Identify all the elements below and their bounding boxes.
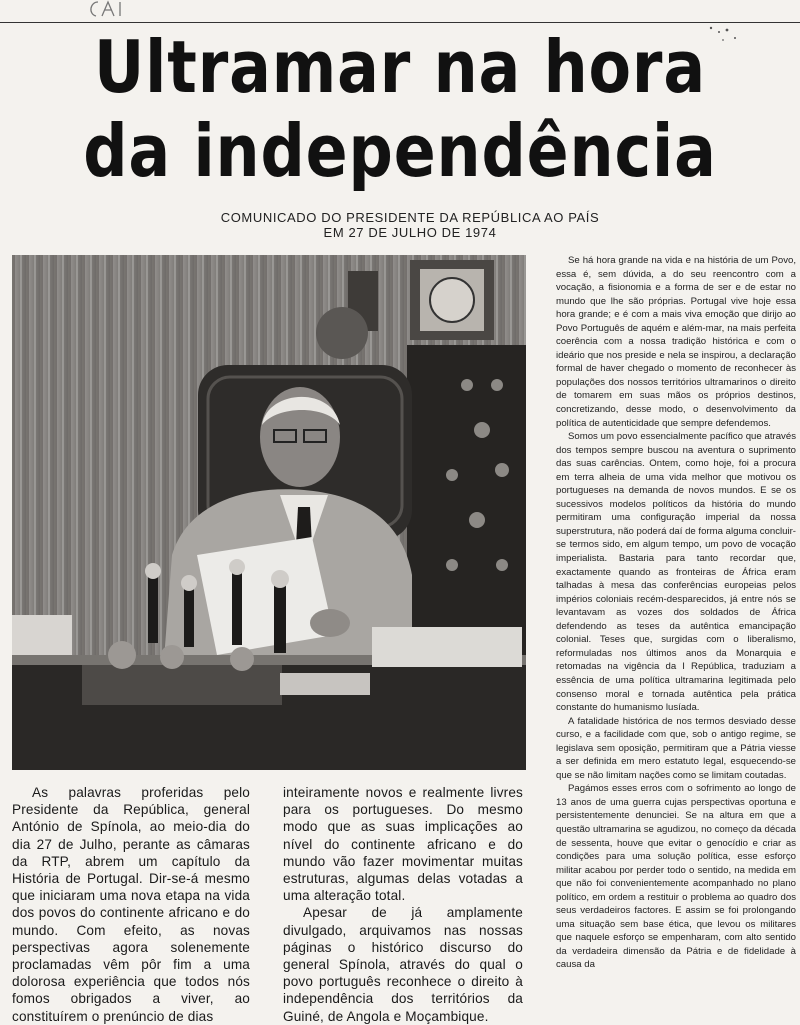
photo-illustration [12,255,526,770]
speech-paragraph: Pagámos esses erros com o sofrimento ao longo de 13 anos de uma guerra cujas perspectivas oportuna e persistentemente denunciei. Se na altura em que a questão ultramarina se agudizou, no começo da década de sessenta, houve que evitar o genocídio e criar as condições para uma solução política, esse esforço militar acabou por perder todo o sentido, na medida em que não foi convenientemente acompanhado no plano político, em ordem a restituir o problema ao quadro dos seus verdadeiros factores. E assim se foi prolongando uma situação sem base ética, que levou os militares que naquele esforço se empenharam, com alto sentido da verdadeira dimensão da Pátria e de fidelidade à causa da [556,783,796,971]
speech-paragraph: A fatalidade histórica de nos termos desviado desse curso, e a facilidade com que, sob o antigo regime, se legislava sem oposição, permitiram que a Pátria viesse a ser definida em mero estatuto legal, esquecendo-se que se não limitam nações como se limitam coutadas. [556,715,796,781]
headline-line-2: da independência [83,109,717,193]
speech-column [556,254,796,972]
intro-paragraph: inteiramente novos e realmente livres para os portugueses. Do mesmo modo que as suas implicações ao nível do continente africano e do mundo vão fazer movimentar muitas estruturas, algumas delas votadas a uma alteração total. [283,785,523,904]
top-rule [0,22,800,23]
subtitle-line-2: EM 27 DE JULHO DE 1974 [323,225,497,240]
speech-paragraph: Somos um povo essencialmente pacífico que através dos tempos sempre buscou na aventura o suprimento das suas carências. Ontem, como hoje, foi a procura em terra alheia de uma vida melhor que motivou os portugueses na demanda de novos mundos. E se os sucessivos modelos políticos da história do mundo permitiram uma configuração imperial da nossa superstrutura, não poderá daí de forma alguma concluir-se termos sido, em algum tempo, um povo de vocação imperialista. Bastaria para tanto recordar que, exactamente quando as fronteiras de África eram talhadas à mesa das conferências europeias pelos impérios coloniais recém-desparecidos, já entre nós se levantavam as vozes dos soldados de África defendendo as teses da autêntica emancipação colonial. Teses que, surgidas com o liberalismo, reformuladas nos últimos anos da Monarquia e retomadas na vigência da I República, traduziam a essência de uma política ultramarina legitimada pelo consenso moral e tornada autêntica pela prática constante do humanismo lusíada. [556,431,796,714]
intro-paragraph: Apesar de já amplamente divulgado, arquivamos nas nossas páginas o histórico discurso do general Spínola, através do qual o povo português reconhece o direito à independência dos territórios da Guiné, de Angola e Moçambique. [283,905,523,1024]
intro-column-2 [283,784,523,1025]
handwritten-mark [84,0,132,20]
speech-paragraph: Se há hora grande na vida e na história de um Povo, essa é, sem dúvida, a do seu reencontro com a vocação, a fisionomia e a forma de ser e de estar no mundo que lhe são próprias. Portugal vive hoje essa hora grande; e é com a mais viva emoção que dirijo ao Povo Português de aquém e além-mar, na mais perfeita coerência com a nossa tradição histórica e com o ideário que nos preside e nela se inspirou, a declaração formal de haver chegado o momento de reconhecer às populações dos nossos territórios ultramarinos o direito de tomarem em suas mãos os próprios destinos, concretizando, desse modo, o desenvolvimento da política de autenticidade que sempre defendemos. [556,255,796,429]
intro-column-1 [12,784,250,1025]
press-photo [12,255,526,770]
headline-line-1: Ultramar na hora [94,25,706,109]
subtitle [180,210,640,240]
intro-paragraph: As palavras proferidas pelo Presidente da República, general António de Spínola, ao meio-dia do dia 27 de Julho, perante as câmaras da RTP, abrem um capítulo da História de Portugal. Dir-se-á mesmo que iniciaram uma nova etapa na vida dos povos do continente africano e do mundo. Com efeito, as novas perspectivas agora solenemente proclamadas vêm pôr fim a uma dolorosa experiência que todos nós fomos obrigados a viver, ao constituírem o prenúncio de dias [12,785,250,1024]
subtitle-line-1: COMUNICADO DO PRESIDENTE DA REPÚBLICA AO PAÍS [220,210,600,225]
